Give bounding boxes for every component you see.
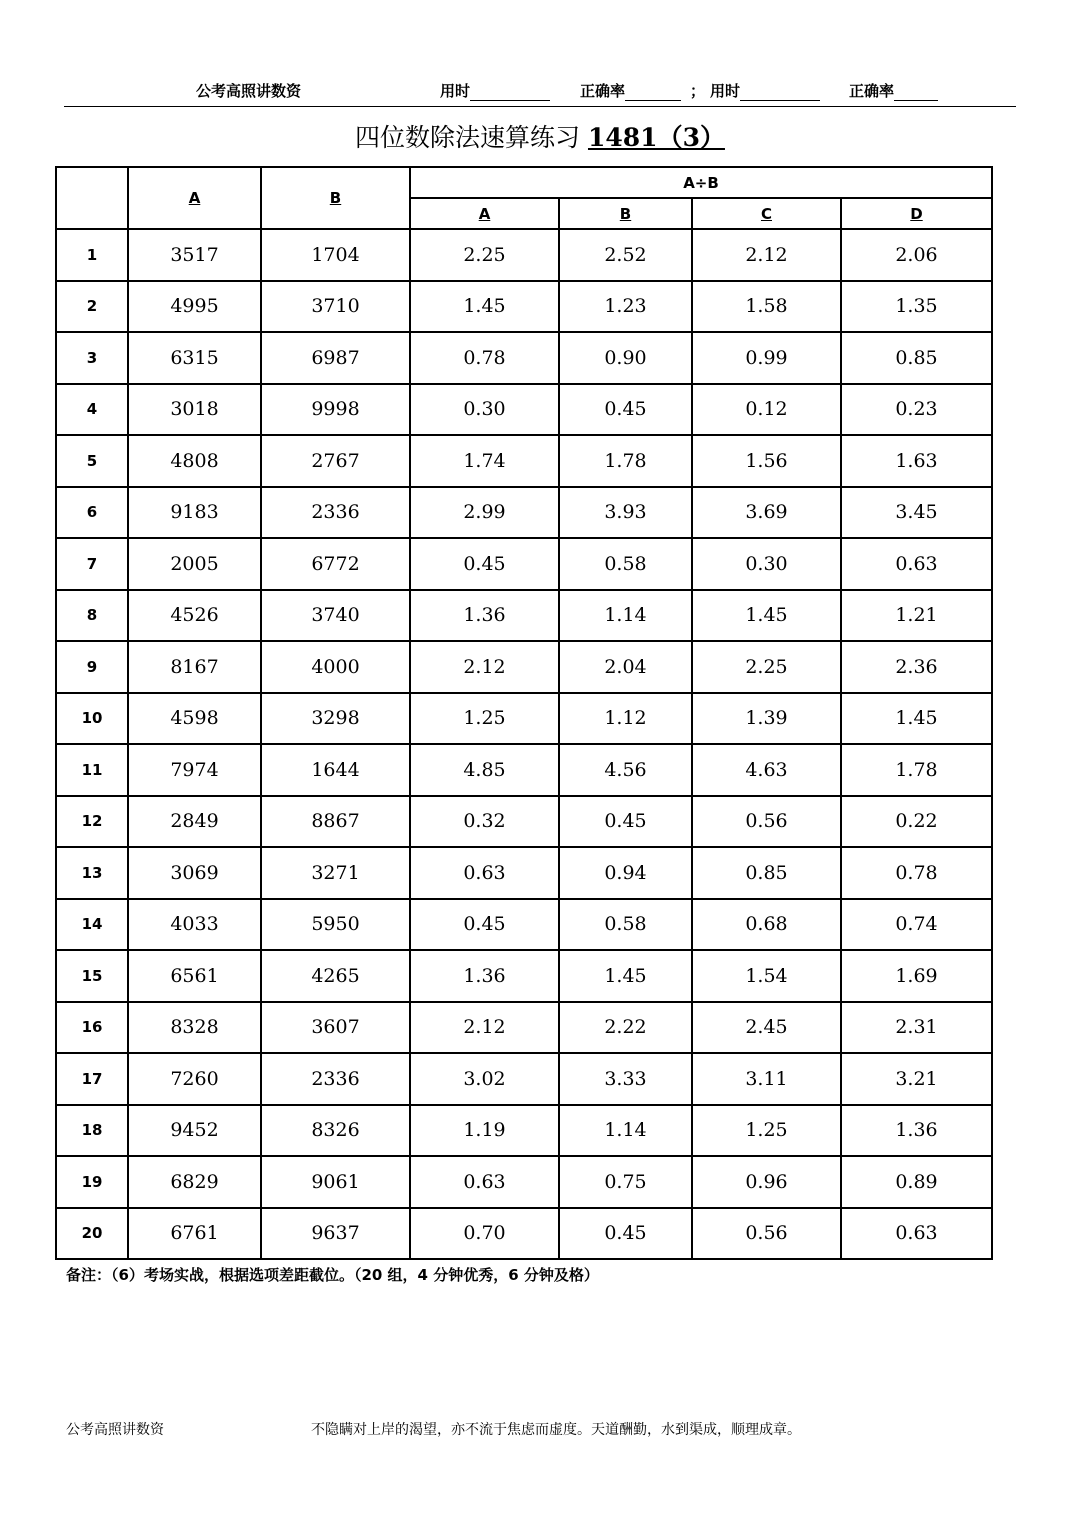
option-b-cell: 0.58 xyxy=(559,538,692,590)
option-a-cell: 0.32 xyxy=(410,796,559,848)
divisor-cell: 4000 xyxy=(261,641,410,693)
option-a-cell: 0.63 xyxy=(410,847,559,899)
dividend-cell: 4995 xyxy=(128,281,261,333)
dividend-cell: 3069 xyxy=(128,847,261,899)
option-d-cell: 3.21 xyxy=(841,1053,992,1105)
option-c-cell: 1.58 xyxy=(692,281,841,333)
time-label-2: 用时 xyxy=(710,82,741,100)
accuracy-label-1: 正确率 xyxy=(580,82,626,100)
row-index-cell: 17 xyxy=(56,1053,128,1105)
divisor-cell: 1644 xyxy=(261,744,410,796)
option-c-cell: 0.12 xyxy=(692,384,841,436)
table-row xyxy=(56,950,992,1002)
dividend-cell: 2849 xyxy=(128,796,261,848)
row-index-cell: 16 xyxy=(56,1002,128,1054)
option-c-cell: 1.39 xyxy=(692,693,841,745)
option-b-cell: 2.52 xyxy=(559,229,692,281)
option-d-cell: 0.23 xyxy=(841,384,992,436)
option-c-cell: 0.68 xyxy=(692,899,841,951)
option-b-cell: 1.45 xyxy=(559,950,692,1002)
footer-source: 公考高照讲数资 xyxy=(66,1422,164,1438)
option-a-cell: 0.70 xyxy=(410,1208,559,1260)
header-separator: ； xyxy=(690,82,706,100)
dividend-cell: 3018 xyxy=(128,384,261,436)
option-a-cell: 0.45 xyxy=(410,538,559,590)
option-b-cell: 0.75 xyxy=(559,1156,692,1208)
divisor-cell: 3710 xyxy=(261,281,410,333)
option-d-cell: 0.74 xyxy=(841,899,992,951)
accuracy-label-2: 正确率 xyxy=(849,82,895,100)
dividend-cell: 9452 xyxy=(128,1105,261,1157)
option-d-cell: 0.63 xyxy=(841,1208,992,1260)
option-c-cell: 2.12 xyxy=(692,229,841,281)
option-d-cell: 0.78 xyxy=(841,847,992,899)
option-c-cell: 1.25 xyxy=(692,1105,841,1157)
table-row xyxy=(56,796,992,848)
footer-motto: 不隐瞒对上岸的渴望，亦不流于焦虑而虚度。天道酬勤，水到渠成，顺理成章。 xyxy=(311,1422,801,1438)
divisor-cell: 2767 xyxy=(261,435,410,487)
table-row xyxy=(56,1105,992,1157)
row-index-cell: 1 xyxy=(56,229,128,281)
table-row xyxy=(56,384,992,436)
option-a-cell: 2.12 xyxy=(410,641,559,693)
option-a-cell: 0.30 xyxy=(410,384,559,436)
option-b-cell: 0.58 xyxy=(559,899,692,951)
dividend-cell: 4033 xyxy=(128,899,261,951)
divisor-cell: 8326 xyxy=(261,1105,410,1157)
option-d-cell: 2.06 xyxy=(841,229,992,281)
option-a-cell: 1.19 xyxy=(410,1105,559,1157)
option-c-header: C xyxy=(692,198,841,229)
dividend-cell: 8167 xyxy=(128,641,261,693)
dividend-cell: 6829 xyxy=(128,1156,261,1208)
dividend-cell: 7974 xyxy=(128,744,261,796)
option-d-cell: 1.45 xyxy=(841,693,992,745)
row-index-cell: 11 xyxy=(56,744,128,796)
option-d-cell: 2.36 xyxy=(841,641,992,693)
option-a-cell: 1.36 xyxy=(410,590,559,642)
divisor-cell: 5950 xyxy=(261,899,410,951)
table-row xyxy=(56,1002,992,1054)
option-d-cell: 2.31 xyxy=(841,1002,992,1054)
option-b-header: B xyxy=(559,198,692,229)
option-b-cell: 1.12 xyxy=(559,693,692,745)
column-b-header: B xyxy=(261,167,410,229)
table-row xyxy=(56,281,992,333)
time-field-1 xyxy=(440,80,550,101)
remark-note: 备注：（6）考场实战，根据选项差距截位。（20 组，4 分钟优秀，6 分钟及格） xyxy=(66,1266,599,1284)
option-d-header: D xyxy=(841,198,992,229)
row-index-cell: 6 xyxy=(56,487,128,539)
option-a-cell: 2.99 xyxy=(410,487,559,539)
option-c-cell: 2.45 xyxy=(692,1002,841,1054)
table-row xyxy=(56,332,992,384)
accuracy-blank-2[interactable] xyxy=(894,84,938,101)
divisor-cell: 6772 xyxy=(261,538,410,590)
row-index-cell: 4 xyxy=(56,384,128,436)
option-b-cell: 0.45 xyxy=(559,384,692,436)
dividend-cell: 4598 xyxy=(128,693,261,745)
table-row xyxy=(56,744,992,796)
table-row xyxy=(56,1156,992,1208)
dividend-cell: 6561 xyxy=(128,950,261,1002)
divisor-cell: 2336 xyxy=(261,487,410,539)
option-c-cell: 0.56 xyxy=(692,796,841,848)
divisor-cell: 1704 xyxy=(261,229,410,281)
divisor-cell: 9998 xyxy=(261,384,410,436)
row-index-cell: 13 xyxy=(56,847,128,899)
option-d-cell: 3.45 xyxy=(841,487,992,539)
option-a-cell: 2.25 xyxy=(410,229,559,281)
divisor-cell: 3298 xyxy=(261,693,410,745)
option-a-cell: 0.78 xyxy=(410,332,559,384)
option-a-cell: 1.45 xyxy=(410,281,559,333)
option-d-cell: 0.22 xyxy=(841,796,992,848)
option-a-cell: 1.36 xyxy=(410,950,559,1002)
dividend-cell: 4808 xyxy=(128,435,261,487)
option-b-cell: 1.23 xyxy=(559,281,692,333)
divisor-cell: 8867 xyxy=(261,796,410,848)
accuracy-blank-1[interactable] xyxy=(625,84,681,101)
option-a-cell: 0.45 xyxy=(410,899,559,951)
option-c-cell: 3.11 xyxy=(692,1053,841,1105)
page-title xyxy=(0,118,1080,154)
row-index-cell: 18 xyxy=(56,1105,128,1157)
option-b-cell: 1.14 xyxy=(559,1105,692,1157)
option-b-cell: 3.33 xyxy=(559,1053,692,1105)
row-index-cell: 8 xyxy=(56,590,128,642)
time-label-1: 用时 xyxy=(440,82,471,100)
option-c-cell: 0.99 xyxy=(692,332,841,384)
row-index-cell: 14 xyxy=(56,899,128,951)
table-row xyxy=(56,641,992,693)
divisor-cell: 3740 xyxy=(261,590,410,642)
dividend-cell: 2005 xyxy=(128,538,261,590)
option-d-cell: 0.89 xyxy=(841,1156,992,1208)
row-index-cell: 19 xyxy=(56,1156,128,1208)
page-header xyxy=(0,80,1080,106)
option-a-header: A xyxy=(410,198,559,229)
divisor-cell: 9637 xyxy=(261,1208,410,1260)
option-b-cell: 1.78 xyxy=(559,435,692,487)
option-a-cell: 2.12 xyxy=(410,1002,559,1054)
option-d-cell: 0.85 xyxy=(841,332,992,384)
dividend-cell: 6761 xyxy=(128,1208,261,1260)
table-row xyxy=(56,847,992,899)
row-index-cell: 3 xyxy=(56,332,128,384)
option-c-cell: 0.56 xyxy=(692,1208,841,1260)
row-index-cell: 12 xyxy=(56,796,128,848)
header-divider xyxy=(64,106,1016,107)
option-b-cell: 0.45 xyxy=(559,796,692,848)
option-d-cell: 0.63 xyxy=(841,538,992,590)
row-index-cell: 20 xyxy=(56,1208,128,1260)
divisor-cell: 2336 xyxy=(261,1053,410,1105)
index-header xyxy=(56,167,128,229)
dividend-cell: 8328 xyxy=(128,1002,261,1054)
option-a-cell: 1.25 xyxy=(410,693,559,745)
option-b-cell: 2.22 xyxy=(559,1002,692,1054)
option-b-cell: 2.04 xyxy=(559,641,692,693)
dividend-cell: 3517 xyxy=(128,229,261,281)
option-c-cell: 1.54 xyxy=(692,950,841,1002)
table-body xyxy=(56,229,992,1259)
table-row xyxy=(56,1208,992,1260)
option-d-cell: 1.35 xyxy=(841,281,992,333)
option-d-cell: 1.36 xyxy=(841,1105,992,1157)
divisor-cell: 3271 xyxy=(261,847,410,899)
row-index-cell: 15 xyxy=(56,950,128,1002)
option-a-cell: 1.74 xyxy=(410,435,559,487)
table-row xyxy=(56,487,992,539)
option-c-cell: 0.85 xyxy=(692,847,841,899)
row-index-cell: 7 xyxy=(56,538,128,590)
quotient-group-header: A÷B xyxy=(410,167,992,198)
practice-table xyxy=(55,166,993,1260)
dividend-cell: 6315 xyxy=(128,332,261,384)
option-c-cell: 3.69 xyxy=(692,487,841,539)
option-a-cell: 4.85 xyxy=(410,744,559,796)
table-row xyxy=(56,1053,992,1105)
row-index-cell: 10 xyxy=(56,693,128,745)
option-d-cell: 1.63 xyxy=(841,435,992,487)
table-row xyxy=(56,229,992,281)
dividend-cell: 4526 xyxy=(128,590,261,642)
option-c-cell: 1.56 xyxy=(692,435,841,487)
option-b-cell: 0.45 xyxy=(559,1208,692,1260)
option-c-cell: 4.63 xyxy=(692,744,841,796)
dividend-cell: 7260 xyxy=(128,1053,261,1105)
option-b-cell: 0.90 xyxy=(559,332,692,384)
option-c-cell: 0.30 xyxy=(692,538,841,590)
time-field-2 xyxy=(710,80,820,101)
column-a-header: A xyxy=(128,167,261,229)
option-b-cell: 3.93 xyxy=(559,487,692,539)
time-blank-1[interactable] xyxy=(470,84,550,101)
option-d-cell: 1.21 xyxy=(841,590,992,642)
option-b-cell: 0.94 xyxy=(559,847,692,899)
accuracy-field-2 xyxy=(849,80,938,101)
row-index-cell: 9 xyxy=(56,641,128,693)
time-blank-2[interactable] xyxy=(740,84,820,101)
divisor-cell: 4265 xyxy=(261,950,410,1002)
option-c-cell: 0.96 xyxy=(692,1156,841,1208)
table-row xyxy=(56,899,992,951)
title-code: 1481（3） xyxy=(587,123,725,152)
option-b-cell: 1.14 xyxy=(559,590,692,642)
option-c-cell: 2.25 xyxy=(692,641,841,693)
table-row xyxy=(56,435,992,487)
divisor-cell: 3607 xyxy=(261,1002,410,1054)
header-source: 公考高照讲数资 xyxy=(196,82,302,100)
accuracy-field-1 xyxy=(580,80,681,101)
option-a-cell: 3.02 xyxy=(410,1053,559,1105)
divisor-cell: 6987 xyxy=(261,332,410,384)
table-row xyxy=(56,538,992,590)
dividend-cell: 9183 xyxy=(128,487,261,539)
option-d-cell: 1.78 xyxy=(841,744,992,796)
option-b-cell: 4.56 xyxy=(559,744,692,796)
table-row xyxy=(56,590,992,642)
title-text: 四位数除法速算练习 xyxy=(355,123,581,152)
option-c-cell: 1.45 xyxy=(692,590,841,642)
row-index-cell: 2 xyxy=(56,281,128,333)
divisor-cell: 9061 xyxy=(261,1156,410,1208)
table-row xyxy=(56,693,992,745)
option-d-cell: 1.69 xyxy=(841,950,992,1002)
row-index-cell: 5 xyxy=(56,435,128,487)
option-a-cell: 0.63 xyxy=(410,1156,559,1208)
